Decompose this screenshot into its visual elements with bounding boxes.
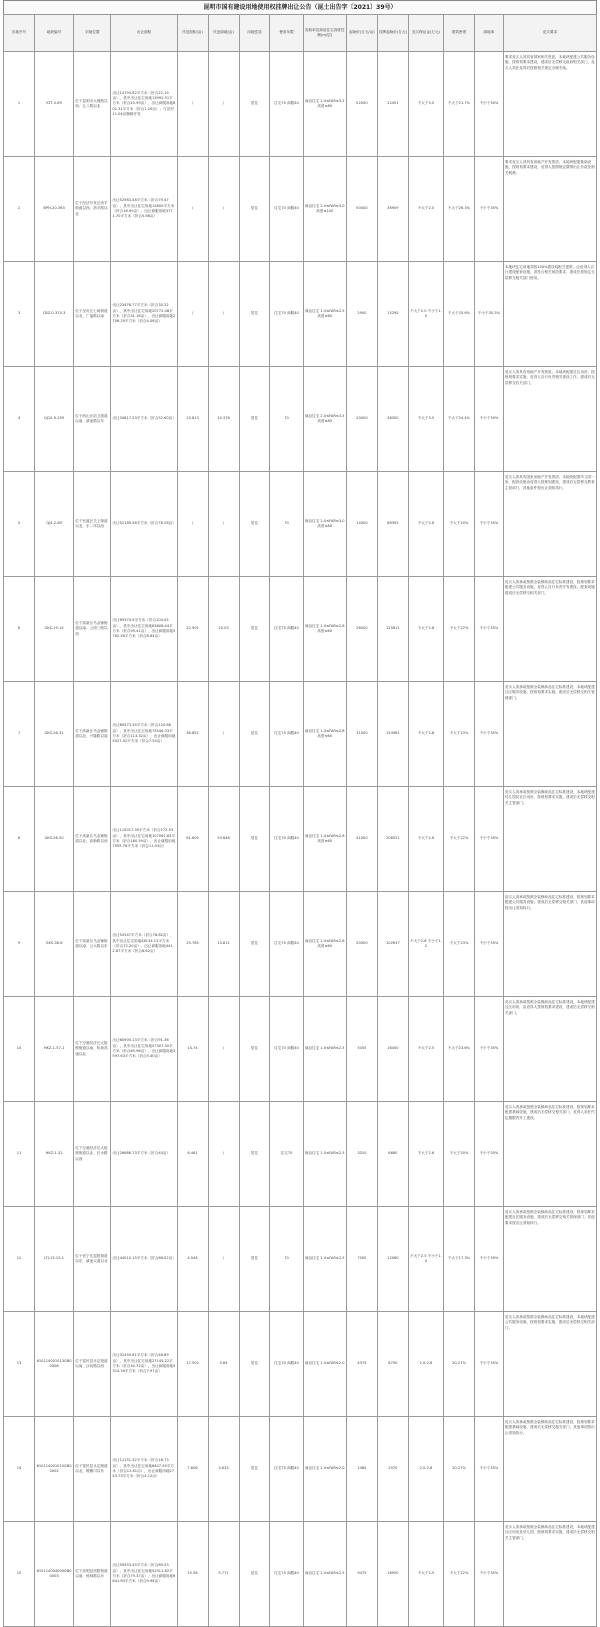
deposit-cell: 不大于2.5 xyxy=(408,997,443,1102)
column-header: 起始价(万元/亩) xyxy=(346,15,377,52)
total-price-cell: 154961 xyxy=(377,682,408,787)
total-price-cell: 18950 xyxy=(377,1522,408,1627)
levy-green-cell: 29.646 xyxy=(208,787,239,892)
bid-requirements-cell: 要求竞买人须具有房地产开发资质，本地块配建基础设施，按规划要求建设，竞得人按照规定缴纳出让价款及相关税费。 xyxy=(503,157,596,262)
levy-green-cell: / xyxy=(208,262,239,367)
bid-requirements-cell: 竞买人须承诺按照全装修商品住宅标准建设，本地块配建社区用房及幼儿园，按规划要求实施，建成后无偿移交相关主管部门。 xyxy=(503,1522,596,1627)
bid-requirements-cell: 竞买人须承诺按照全装修商品住宅标准建设，按规划要求配建公共服务设施，竞得人自行负责开发建设，配套设施建成后无偿移交相关部门。 xyxy=(503,577,596,682)
table-row xyxy=(4,262,597,367)
total-price-cell: 22451 xyxy=(377,52,408,157)
land-use-cell: 居住 xyxy=(239,367,270,472)
land-use-cell: 居住 xyxy=(239,1522,270,1627)
column-header: 宗地序号 xyxy=(4,15,35,52)
green-rate-cell: 不小于35% xyxy=(474,1207,503,1312)
green-rate-cell: 不小于35% xyxy=(474,1102,503,1207)
lot-area-cell: 出让52547平方米（折合78.82亩），其中出让住宅用地48134.13平方米（折合72.20亩），出让商服用地4412.87平方米（折合6.62亩） xyxy=(111,892,177,997)
use-years-cell: 住宅70 商服40 xyxy=(270,787,303,892)
land-use-cell: 居住 xyxy=(239,157,270,262)
lot-area-cell: 出让26666.73平方米（折合40亩） xyxy=(111,1102,177,1207)
bid-requirements-cell: 竞买人须具有国家房地产开发资质，本地块配建幼儿园一所，配套设施由竞得人按规划建设，建成后无偿移交教育主管部门，其他条件按出让须知执行。 xyxy=(503,472,596,577)
deposit-cell: 不大于3.5 xyxy=(408,367,443,472)
lot-code-cell: BPH-20-363 xyxy=(34,157,73,262)
deposit-cell: 不大于2.5 不小于1.0 xyxy=(408,1207,443,1312)
bid-requirements-cell: 竞买人须承诺按照全装修商品住宅标准建设，按规划要求配建基础设施，建成后无偿移交相关部门，其他事项按出让须知执行。 xyxy=(503,1417,596,1522)
levy-area-cell: 61.605 xyxy=(177,787,208,892)
levy-green-cell: / xyxy=(208,1102,239,1207)
total-price-cell: 125811 xyxy=(377,577,408,682)
total-price-cell: 66305 xyxy=(377,472,408,577)
document-title: 昆明市国有建设用地使用权挂牌出让公告（昆土出告字〔2021〕39号） xyxy=(3,0,597,14)
levy-area-cell: / xyxy=(177,52,208,157)
levy-area-cell: 10.56 xyxy=(177,1522,208,1627)
lot-area-cell: 出让52189.56平方米（折合78.28亩） xyxy=(111,472,177,577)
building-density-cell: 不大于22% xyxy=(444,787,475,892)
levy-area-cell: 7.606 xyxy=(177,1417,208,1522)
far-height-cell: 商品住宅 2.0≤FAR≤3.5 高度≤80 xyxy=(303,367,346,472)
lot-location-cell: 位于嵩明县嵩阳街道以南、杨林路以东 xyxy=(74,1522,111,1627)
lot-code-cell: GKS-26-50 xyxy=(34,787,73,892)
lot-location-cell: 位于高新区马金铺街道以南、云大路以东 xyxy=(74,892,111,997)
lot-location-cell: 位于富民县永定街道以南、沙河路以西 xyxy=(74,1312,111,1417)
building-density-cell: 不大于17.3% xyxy=(444,1207,475,1312)
building-density-cell: 不大于20% xyxy=(444,1102,475,1207)
table-row xyxy=(4,1102,597,1207)
building-density-cell: 不大于23% xyxy=(444,892,475,997)
table-row xyxy=(4,1312,597,1417)
building-density-cell: 不大于26.3% xyxy=(444,157,475,262)
levy-area-cell: 13.813 xyxy=(177,367,208,472)
column-header: 挂牌起始价(万元) xyxy=(377,15,408,52)
far-height-cell: 商品住宅 2.0≤FAR≤3.0 高度≤100 xyxy=(303,157,346,262)
total-price-cell: 6660 xyxy=(377,1102,408,1207)
total-price-cell: 36909 xyxy=(377,157,408,262)
levy-green-cell: 13.811 xyxy=(208,892,239,997)
start-price-cell: 4375 xyxy=(346,1312,377,1417)
levy-green-cell: / xyxy=(208,682,239,787)
lot-number-cell: 5 xyxy=(4,472,35,577)
lot-number-cell: 10 xyxy=(4,997,35,1102)
land-use-cell: 居住 xyxy=(239,577,270,682)
far-height-cell: 商品住宅 1.0≤FAR≤2.5 xyxy=(303,1207,346,1312)
start-price-cell: 2900 xyxy=(346,262,377,367)
use-years-cell: 住宅70 xyxy=(270,1102,303,1207)
total-price-cell: 102637 xyxy=(377,892,408,997)
deposit-cell: 不大于2.6 xyxy=(408,1102,443,1207)
column-header: 使用年限 xyxy=(270,15,303,52)
lot-number-cell: 1 xyxy=(4,52,35,157)
land-use-cell: 居住 xyxy=(239,1312,270,1417)
lot-area-cell: 出让115017.39平方米（折合172.53亩），其中出让住宅用地107061.63平方米（折合160.59亩），出让商服用地7955.76平方米（折合11.93亩） xyxy=(111,787,177,892)
bid-requirements-cell: 竞买人须承诺按照全装修商品住宅标准建设，本地块配建社区服务设施，按规划要求实施，建成后无偿移交相关管理部门。 xyxy=(503,682,596,787)
green-rate-cell: 不小于35% xyxy=(474,1522,503,1627)
far-height-cell: 商品住宅 1.0≤FAR≤2.8 高度≤60 xyxy=(303,787,346,892)
lot-code-cell: HKZ-1-57-1 xyxy=(34,997,73,1102)
lot-location-cell: 位于晋宁区昆阳街道以东、滇池大道以北 xyxy=(74,1207,111,1312)
bid-requirements-cell: 竞买人须承诺按照全装修商品住宅标准建设，本地块配建社区用房，由竞得人按规划要求建设，建成后无偿移交相关部门。 xyxy=(503,997,596,1102)
lot-location-cell: 位于高新区马金铺街道以北、高新路以西 xyxy=(74,787,111,892)
far-height-cell: 商品住宅 1.0≤FAR≤2.8 高度≤60 xyxy=(303,682,346,787)
column-header: 竞买要求 xyxy=(503,15,596,52)
lot-code-cell: 610114004009GB00003 xyxy=(34,1522,73,1627)
lot-code-cell: KTT-5-69 xyxy=(34,52,73,157)
use-years-cell: 70 xyxy=(270,1207,303,1312)
lot-number-cell: 7 xyxy=(4,682,35,787)
table-row xyxy=(4,787,597,892)
green-rate-cell: 不小于35% xyxy=(474,892,503,997)
table-row xyxy=(4,892,597,997)
column-header: 容积率及商品住宅高度控制(m/层) xyxy=(303,15,346,52)
building-density-cell: 不大于23% xyxy=(444,682,475,787)
lot-area-cell: 出让69370.9平方米（折合104.05亩），其中出让住宅用地63608.44平方米（折合95.41亩），出让商服用地5762.46平方米（折合8.64亩） xyxy=(111,577,177,682)
start-price-cell: 7000 xyxy=(346,1207,377,1312)
use-years-cell: 住宅70 商服40 xyxy=(270,157,303,262)
use-years-cell: 住宅70 商服40 xyxy=(270,262,303,367)
levy-area-cell: / xyxy=(177,157,208,262)
lot-code-cell: QJ10-9-259 xyxy=(34,367,73,472)
far-height-cell: 商品住宅 1.0≤FAR≤2.0 xyxy=(303,1312,346,1417)
total-price-cell: 206521 xyxy=(377,787,408,892)
lot-area-cell: 出让59553.45平方米（折合89.33亩），其中出让住宅用地52911.82平方米（折合79.37亩），出让商服用地6641.63平方米（折合9.96亩） xyxy=(111,1522,177,1627)
lot-location-cell: 位于高新区马金铺街道以南、公园三路以西 xyxy=(74,577,111,682)
start-price-cell: 3310 xyxy=(346,1102,377,1207)
total-price-cell: 8750 xyxy=(377,1312,408,1417)
lot-location-cell: 位于西山区前卫街道以南、滇池路以东 xyxy=(74,367,111,472)
levy-area-cell: / xyxy=(177,262,208,367)
deposit-cell: 不大于2.0 xyxy=(408,157,443,262)
table-row xyxy=(4,157,597,262)
green-rate-cell: 不小于35% xyxy=(474,1417,503,1522)
lot-location-cell: 位于高新区马金铺街道以北、兴隆路以南 xyxy=(74,682,111,787)
levy-area-cell: 36.852 xyxy=(177,682,208,787)
green-rate-cell: 不小于30% xyxy=(474,367,503,472)
lot-number-cell: 13 xyxy=(4,1312,35,1417)
building-density-cell: 不大于22% xyxy=(444,577,475,682)
table-row xyxy=(4,1522,597,1627)
lot-location-cell: 位于经济开发区洛羊街道以西、洛羊路以北 xyxy=(74,157,111,262)
lot-location-cell: 位于富民县永定街道以北、螳螂川以东 xyxy=(74,1417,111,1522)
land-use-cell: 居住 xyxy=(239,52,270,157)
lot-area-cell: 出让14793.62平方米（折合22.19亩），其中出让住宅用地13992.31平方米（折合20.99亩），出让商服用地801.31平方米（折合1.20亩）；与旧村11.04亩捆绑开发 xyxy=(111,52,177,157)
lot-area-cell: 出让34817.53平方米（折合52.40亩） xyxy=(111,367,177,472)
levy-green-cell: 20.03 xyxy=(208,577,239,682)
start-price-cell: 14000 xyxy=(346,472,377,577)
lot-code-cell: GKS-19-14 xyxy=(34,577,73,682)
land-use-cell: 居住 xyxy=(239,892,270,997)
levy-green-cell: / xyxy=(208,1207,239,1312)
deposit-cell: 2.0-2.6 xyxy=(408,1312,443,1417)
deposit-cell: 不大于2.0 不小于1.0 xyxy=(408,262,443,367)
start-price-cell: 9475 xyxy=(346,1522,377,1627)
column-header: 宗地位置 xyxy=(74,15,111,52)
levy-area-cell: 17.502 xyxy=(177,1312,208,1417)
column-header: 代征绿地(亩) xyxy=(208,15,239,52)
building-density-cell: 20-27% xyxy=(444,1417,475,1522)
lot-code-cell: GKS-36-6 xyxy=(34,892,73,997)
table-row xyxy=(4,997,597,1102)
table-row xyxy=(4,682,597,787)
start-price-cell: 20000 xyxy=(346,892,377,997)
start-price-cell: 20000 xyxy=(346,367,377,472)
levy-green-cell: 3.633 xyxy=(208,1417,239,1522)
use-years-cell: 住宅70 商服40 xyxy=(270,1417,303,1522)
building-density-cell: 不大于24.4% xyxy=(444,367,475,472)
green-rate-cell: 不小于35% xyxy=(474,997,503,1102)
total-price-cell: 12060 xyxy=(377,1207,408,1312)
bid-requirements-cell: 竞买人须承诺按照全装修商品住宅标准建设，本地块配建公共服务设施，按规划要求实施，建成后无偿移交相关部门。 xyxy=(503,1312,596,1417)
green-rate-cell: 不小于35% xyxy=(474,472,503,577)
lot-number-cell: 12 xyxy=(4,1207,35,1312)
table-row xyxy=(4,1417,597,1522)
table-row xyxy=(4,577,597,682)
bid-requirements-cell: 竞买人须承诺按照全装修商品住宅标准建设，本地块配建幼儿园及社区用房，按规划要求实施，建成后无偿移交相关主管部门。 xyxy=(503,787,596,892)
lot-area-cell: 出让11151.32平方米（折合16.73亩），其中出让住宅用地8407.59平方米（折合12.61亩），出让商服用地2743.73平方米（折合4.12亩） xyxy=(111,1417,177,1522)
start-price-cell: 50000 xyxy=(346,157,377,262)
levy-green-cell: 10.376 xyxy=(208,367,239,472)
lot-area-cell: 出让52983.58平方米（折合79.47亩），其中出让住宅用地12600平方米（折合18.90亩）、出让商服用地3771.70平方米（折合5.66亩） xyxy=(111,157,177,262)
use-years-cell: 住宅70 商服40 xyxy=(270,1522,303,1627)
levy-area-cell: 4.044 xyxy=(177,1207,208,1312)
levy-area-cell: 22.901 xyxy=(177,577,208,682)
levy-green-cell: / xyxy=(208,157,239,262)
levy-green-cell: / xyxy=(208,52,239,157)
lot-location-cell: 位于官渡区关上街道以北、东二环以西 xyxy=(74,472,111,577)
start-price-cell: 5055 xyxy=(346,997,377,1102)
lot-area-cell: 出让23478.77平方米（折合35.22亩），其中出让住宅用地20772.48平方米（折合31.16亩），出让商服用地2706.29平方米（折合4.06亩） xyxy=(111,262,177,367)
start-price-cell: 1485 xyxy=(346,1417,377,1522)
table-body xyxy=(4,52,597,1627)
column-header: 绿地率 xyxy=(474,15,503,52)
land-use-cell: 居住 xyxy=(239,472,270,577)
lot-code-cell: QJ4-2-89 xyxy=(34,472,73,577)
use-years-cell: 住宅70 商服40 xyxy=(270,892,303,997)
far-height-cell: 商品住宅 1.0≤FAR≤2.5 xyxy=(303,997,346,1102)
building-density-cell: 不大于20% xyxy=(444,472,475,577)
land-use-cell: 居住 xyxy=(239,997,270,1102)
bid-requirements-cell: 竞买人须承诺按照全装修商品住宅标准建设，按规划要求配建社区服务设施，建成后无偿移交相关管理部门，其他要求按出让须知执行。 xyxy=(503,1207,596,1312)
land-use-cell: 居住 xyxy=(239,1417,270,1522)
deposit-cell: 不大于2.8 xyxy=(408,787,443,892)
column-header: 代征面积(亩) xyxy=(177,15,208,52)
building-density-cell: 20-27% xyxy=(444,1312,475,1417)
lot-code-cell: CBZ-0-370-3 xyxy=(34,262,73,367)
deposit-cell: 不大于2.5 xyxy=(408,1522,443,1627)
lot-number-cell: 4 xyxy=(4,367,35,472)
use-years-cell: 住宅70 商服40 xyxy=(270,682,303,787)
green-rate-cell: 不小于30% xyxy=(474,52,503,157)
table-row xyxy=(4,1207,597,1312)
column-header: 建筑密度 xyxy=(444,15,475,52)
levy-green-cell: / xyxy=(208,472,239,577)
lot-number-cell: 8 xyxy=(4,787,35,892)
levy-area-cell: 25.765 xyxy=(177,892,208,997)
column-header: 地块编号 xyxy=(34,15,73,52)
use-years-cell: 70 xyxy=(270,367,303,472)
table-row xyxy=(4,367,597,472)
far-height-cell: 商品住宅 1.0≤FAR≤2.5 高度≤60 xyxy=(303,262,346,367)
land-use-cell: 居住 xyxy=(239,682,270,787)
lot-location-cell: 位于昆明市大理路以西、五八路以北 xyxy=(74,52,111,157)
levy-green-cell: / xyxy=(208,997,239,1102)
use-years-cell: 住宅70 商服40 xyxy=(270,52,303,157)
lot-area-cell: 出让60905.13平方米（折合91.36亩），其中出让住宅用地57307.50平方米（折合85.96亩），出让商服用地3597.63平方米（折合5.40亩） xyxy=(111,997,177,1102)
levy-area-cell: 14.74 xyxy=(177,997,208,1102)
column-header: 出让面积 xyxy=(111,15,177,52)
use-years-cell: 住宅70 商服40 xyxy=(270,997,303,1102)
land-use-cell: 居住 xyxy=(239,262,270,367)
far-height-cell: 商品住宅 1.0≤FAR≤3.2 高度≤80 xyxy=(303,52,346,157)
green-rate-cell: 不小于35% xyxy=(474,157,503,262)
building-density-cell: 不大于22% xyxy=(444,1522,475,1627)
land-use-cell: 居住 xyxy=(239,787,270,892)
total-price-cell: 2970 xyxy=(377,1417,408,1522)
lot-number-cell: 2 xyxy=(4,157,35,262)
building-density-cell: 不大于21.7% xyxy=(444,52,475,157)
start-price-cell: 41000 xyxy=(346,787,377,892)
start-price-cell: 26000 xyxy=(346,577,377,682)
lot-location-cell: 位于空港经济区大板桥街道以北、长水路以西 xyxy=(74,1102,111,1207)
green-rate-cell: 不小于30.5% xyxy=(474,262,503,367)
lot-number-cell: 6 xyxy=(4,577,35,682)
lot-code-cell: 610114001013GB00008 xyxy=(34,1312,73,1417)
green-rate-cell: 不小于35% xyxy=(474,1312,503,1417)
lot-number-cell: 9 xyxy=(4,892,35,997)
deposit-cell: 不大于2.8 不小于1.2 xyxy=(408,892,443,997)
land-use-cell: 居住 xyxy=(239,1207,270,1312)
lot-code-cell: 610114001015GB00002 xyxy=(34,1417,73,1522)
bid-requirements-cell: 竞买人须承诺按照全装修商品住宅标准建设，按规划要求配建公共服务设施，建成后无偿移交相关部门，其他事项按出让须知执行。 xyxy=(503,892,596,997)
lot-number-cell: 15 xyxy=(4,1522,35,1627)
use-years-cell: 住宅70 商服40 xyxy=(270,1312,303,1417)
land-use-cell: 居住 xyxy=(239,1102,270,1207)
far-height-cell: 商品住宅 1.0≤FAR≤2.8 高度≤60 xyxy=(303,577,346,682)
lot-code-cell: HKZ-1-52 xyxy=(34,1102,73,1207)
deposit-cell: 不大于2.8 xyxy=(408,472,443,577)
green-rate-cell: 不小于35% xyxy=(474,682,503,787)
table-row xyxy=(4,472,597,577)
table-header-row xyxy=(4,15,597,52)
levy-green-cell: 3.64 xyxy=(208,1312,239,1417)
start-price-cell: 52000 xyxy=(346,52,377,157)
deposit-cell: 不大于3.0 xyxy=(408,52,443,157)
deposit-cell: 不大于2.8 xyxy=(408,577,443,682)
building-density-cell: 不大于23.6% xyxy=(444,997,475,1102)
far-height-cell: 商品住宅 1.0≤FAR≤2.0 xyxy=(303,1417,346,1522)
green-rate-cell: 不小于35% xyxy=(474,787,503,892)
land-auction-table xyxy=(3,14,597,1627)
lot-code-cell: GKS-26-31 xyxy=(34,682,73,787)
column-header: 用地性质 xyxy=(239,15,270,52)
lot-area-cell: 出让80573.35平方米（折合120.86亩），其中出让住宅用地75546.33平方米（折合113.32亩），出让商服用地5027.02平方米（折合7.54亩） xyxy=(111,682,177,787)
table-row xyxy=(4,52,597,157)
far-height-cell: 商品住宅 1.0≤FAR≤2.5 xyxy=(303,1522,346,1627)
far-height-cell: 商品住宅 2.0≤FAR≤3.0 高度≤80 xyxy=(303,472,346,577)
total-price-cell: 16450 xyxy=(377,997,408,1102)
deposit-cell: 2.0-2.6 xyxy=(408,1417,443,1522)
lot-area-cell: 出让44010.15平方米（折合66.02亩） xyxy=(111,1207,177,1312)
bid-requirements-cell: 竞买人须承诺按照全装修商品住宅标准建设，按规划要求配建基础设施，建成后无偿移交相关部门，竞得人须在约定期限内开工建设。 xyxy=(503,1102,596,1207)
levy-area-cell: 6.461 xyxy=(177,1102,208,1207)
lot-number-cell: 14 xyxy=(4,1417,35,1522)
green-rate-cell: 不小于35% xyxy=(474,577,503,682)
lot-number-cell: 11 xyxy=(4,1102,35,1207)
deposit-cell: 不大于2.8 xyxy=(408,682,443,787)
bid-requirements-cell: 本地块住宅用地须按100%建设装配式建筑，由竞得人自行建设配套设施，须符合相关规范要求，建成后按规定无偿移交相关部门使用。 xyxy=(503,262,596,367)
total-price-cell: 15295 xyxy=(377,262,408,367)
far-height-cell: 商品住宅 1.0≤FAR≤2.5 xyxy=(303,1102,346,1207)
total-price-cell: 38300 xyxy=(377,367,408,472)
levy-green-cell: 5.771 xyxy=(208,1522,239,1627)
start-price-cell: 31000 xyxy=(346,682,377,787)
column-header: 竞买保证金(万元) xyxy=(408,15,443,52)
bid-requirements-cell: 竞买人须具有房地产开发资质，本地块配建社区用房，按规划要求实施，竞得人自行负责相关建设工作，建成后无偿移交有关部门。 xyxy=(503,367,596,472)
building-density-cell: 不大于25.6% xyxy=(444,262,475,367)
bid-requirements-cell: 要求竞买人须具有国家相关资质，本地块配建公共服务设施，按规划要求建设，建成后无偿移交政府相关部门，竞买人须在竞得后按照相关规定办理手续。 xyxy=(503,52,596,157)
lot-location-cell: 位于空港经济区大板桥街道以南、机场高速以北 xyxy=(74,997,111,1102)
lot-code-cell: LTJ-15-10-1 xyxy=(34,1207,73,1312)
lot-area-cell: 出让32459.61平方米（折合48.69亩），其中出让住宅用地27145.22平方米（折合40.72亩），出让商服用地5314.39平方米（折合7.97亩） xyxy=(111,1312,177,1417)
lot-location-cell: 位于呈贡区七甸街道以北、广福路以南 xyxy=(74,262,111,367)
use-years-cell: 住宅70 商服40 xyxy=(270,577,303,682)
use-years-cell: 70 xyxy=(270,472,303,577)
levy-area-cell: / xyxy=(177,472,208,577)
lot-number-cell: 3 xyxy=(4,262,35,367)
far-height-cell: 商品住宅 1.0≤FAR≤2.8 高度≤60 xyxy=(303,892,346,997)
